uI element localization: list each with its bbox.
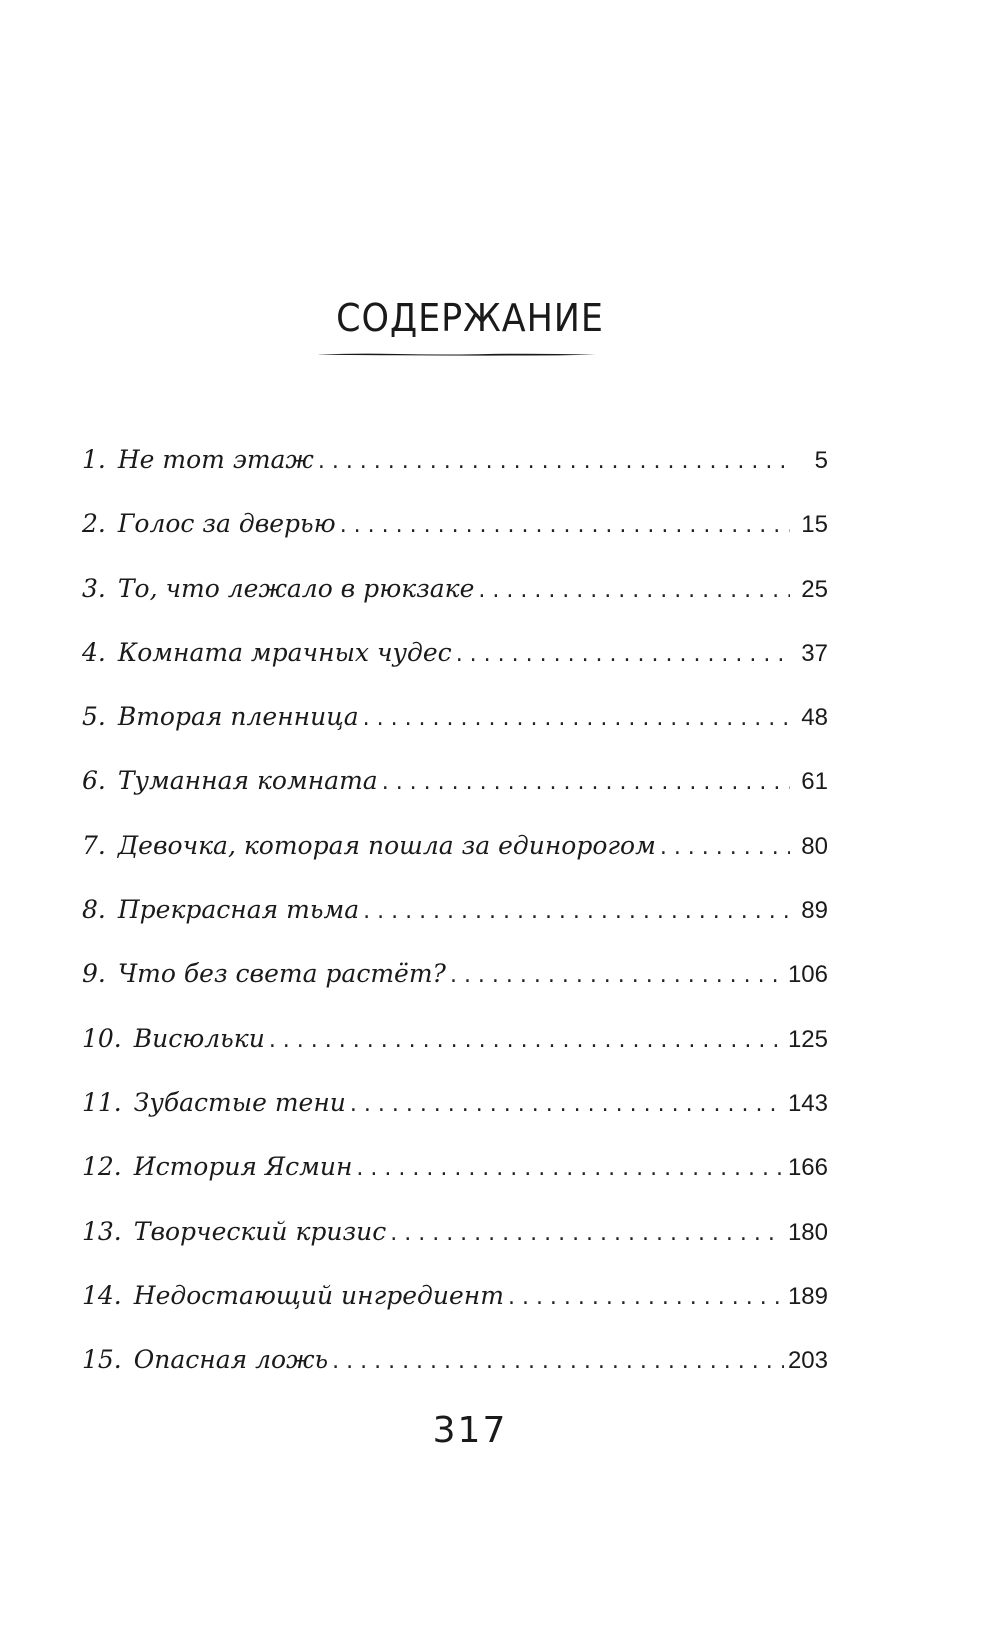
chapter-number: 2.: [82, 509, 106, 539]
dot-leader: [450, 958, 784, 994]
chapter-number: 13.: [82, 1216, 122, 1246]
toc-entry: [82, 1342, 828, 1406]
toc-entry: [82, 892, 828, 956]
chapter-number: 1.: [82, 445, 106, 474]
dot-leader: [356, 1151, 784, 1187]
chapter-title: Прекрасная тьма: [117, 895, 360, 925]
chapter-number: 9.: [82, 959, 106, 989]
toc-entry: [82, 1214, 828, 1278]
chapter-number: 11.: [82, 1087, 122, 1117]
chapter-page-number: 180: [787, 1218, 828, 1246]
chapter-page-number: 15: [801, 511, 828, 539]
chapter-title: Что без света растёт?: [117, 959, 446, 989]
toc-entry: [82, 1278, 828, 1342]
dot-leader: [269, 1023, 784, 1059]
chapter-page-number: 61: [801, 768, 828, 796]
chapter-title: Девочка, которая пошла за единорогом: [117, 830, 656, 860]
chapter-page-number: 37: [801, 639, 828, 667]
chapter-page-number: 203: [787, 1347, 828, 1375]
chapter-title: История Ясмин: [133, 1152, 353, 1182]
chapter-title: Творческий кризис: [133, 1216, 387, 1246]
chapter-title: Висюльки: [133, 1023, 265, 1053]
toc-entry: [82, 442, 828, 506]
chapter-page-number: 106: [787, 961, 828, 989]
chapter-title: То, что лежало в рюкзаке: [117, 573, 475, 603]
chapter-title: Вторая пленница: [117, 702, 359, 732]
chapter-title: Туманная комната: [117, 766, 378, 796]
chapter-number: 5.: [82, 702, 106, 732]
chapter-page-number: 25: [801, 575, 828, 603]
title-underline: [318, 352, 596, 357]
chapter-number: 3.: [82, 573, 106, 603]
chapter-page-number: 125: [787, 1025, 828, 1053]
page-number: 317: [432, 1410, 508, 1451]
dot-leader: [332, 1344, 784, 1380]
chapter-title: Опасная ложь: [133, 1345, 329, 1375]
dot-leader: [390, 1216, 784, 1252]
dot-leader: [363, 894, 790, 930]
dot-leader: [478, 573, 790, 609]
chapter-page-number: 143: [787, 1089, 828, 1117]
chapter-title: Голос за дверью: [117, 509, 336, 539]
dot-leader: [660, 830, 790, 866]
dot-leader: [350, 1087, 784, 1123]
page-title: СОДЕРЖАНИЕ: [336, 296, 604, 340]
chapter-page-number: 89: [801, 897, 828, 925]
toc-entry: [82, 763, 828, 827]
chapter-number: 8.: [82, 895, 106, 925]
dot-leader: [363, 701, 790, 737]
chapter-number: 6.: [82, 766, 106, 796]
toc-entry: [82, 1021, 828, 1085]
chapter-title: Не тот этаж: [117, 445, 314, 474]
chapter-number: 4.: [82, 637, 106, 667]
chapter-number: 7.: [82, 830, 106, 860]
chapter-title: Комната мрачных чудес: [117, 637, 452, 667]
chapter-page-number: 189: [787, 1282, 828, 1310]
dot-leader: [382, 765, 790, 801]
dot-leader: [340, 508, 790, 544]
chapter-number: 10.: [82, 1023, 122, 1053]
toc-entry: [82, 699, 828, 763]
chapter-title: Зубастые тени: [133, 1087, 346, 1117]
toc-entry: [82, 828, 828, 892]
chapter-number: 15.: [82, 1345, 122, 1375]
chapter-number: 12.: [82, 1152, 122, 1182]
chapter-page-number: 80: [801, 832, 828, 860]
dot-leader: [508, 1280, 784, 1316]
chapter-title: Недостающий ингредиент: [133, 1280, 504, 1310]
table-of-contents: [82, 442, 828, 1406]
dot-leader: [456, 637, 790, 673]
toc-entry: [82, 506, 828, 570]
chapter-page-number: 5: [814, 447, 828, 474]
chapter-page-number: 48: [801, 704, 828, 732]
chapter-number: 14.: [82, 1280, 122, 1310]
toc-entry: [82, 571, 828, 635]
chapter-page-number: 166: [787, 1154, 828, 1182]
toc-entry: [82, 956, 828, 1020]
toc-entry: [82, 1085, 828, 1149]
toc-entry: [82, 1149, 828, 1213]
toc-entry: [82, 635, 828, 699]
dot-leader: [318, 444, 790, 480]
